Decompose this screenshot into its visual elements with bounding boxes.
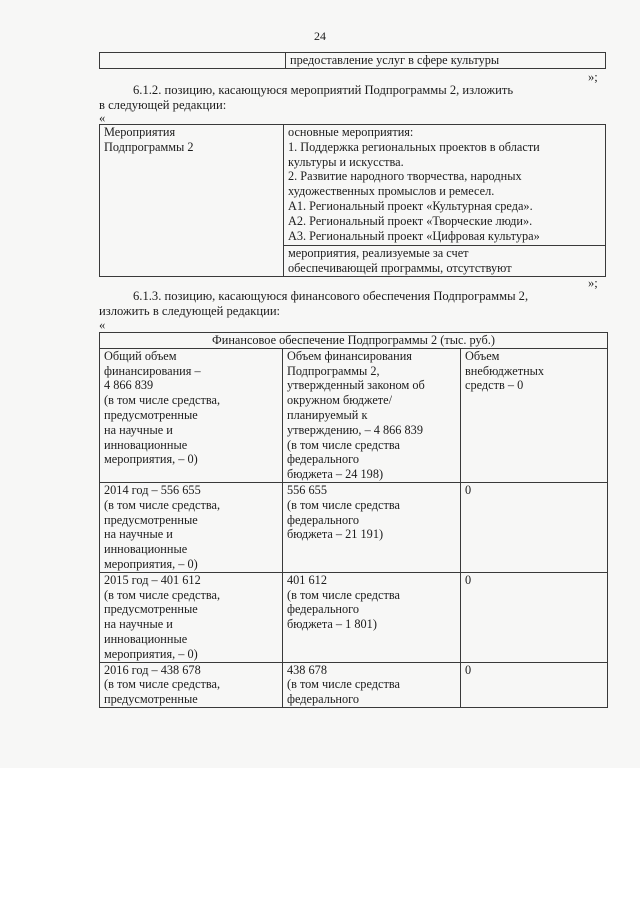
cell-line: (в том числе средства,: [104, 677, 221, 692]
cell-line: внебюджетных: [465, 363, 545, 378]
measures-item: 2. Развитие народного творчества, народных: [288, 169, 522, 184]
cell-line: средств – 0: [465, 378, 524, 393]
measures-label-line2: Подпрограммы 2: [104, 139, 194, 154]
finance-row-col2: [283, 482, 461, 572]
cell-line: предусмотренные: [104, 407, 198, 422]
cell-line: финансирования –: [104, 363, 201, 378]
cell-line: 2015 год – 401 612: [104, 572, 201, 587]
cell-line: Общий объем: [104, 348, 177, 363]
cell-line: Подпрограммы 2,: [287, 363, 380, 378]
cell-line: предусмотренные: [104, 602, 198, 617]
measures-item: А1. Региональный проект «Культурная среда».: [288, 198, 533, 213]
finance-row-col1: [100, 482, 283, 572]
measures-item: А2. Региональный проект «Творческие люди».: [288, 213, 533, 228]
cell-line: бюджета – 24 198): [287, 467, 384, 482]
finance-row-col3: [461, 662, 608, 707]
cell-line: Объем финансирования: [287, 348, 412, 363]
finance-header-row: [100, 348, 608, 482]
cell-line: утверждению, – 4 866 839: [287, 422, 423, 437]
top-table-right-cell: предоставление услуг в сфере культуры: [286, 53, 606, 69]
measures-item: культуры и искусства.: [288, 154, 404, 169]
finance-row-col1: [100, 662, 283, 707]
cell-line: 2016 год – 438 678: [104, 662, 201, 677]
cell-line: мероприятия, – 0): [104, 646, 198, 661]
finance-row-2014: [100, 482, 608, 572]
measures-label-line1: Мероприятия: [104, 125, 176, 139]
finance-row-2016: [100, 662, 608, 707]
quote-close-1: »;: [588, 70, 598, 84]
cell-line: (в том числе средства,: [104, 587, 221, 602]
cell-line: окружном бюджете/: [287, 393, 393, 408]
top-table-left-cell: [100, 53, 286, 69]
cell-line: на научные и: [104, 422, 173, 437]
cell-line: утвержденный законом об: [287, 378, 425, 393]
cell-line: 4 866 839: [104, 378, 154, 393]
top-table-fragment: [99, 52, 606, 69]
cell-line: федерального: [287, 512, 360, 527]
cell-line: федерального: [287, 452, 360, 467]
cell-line: Объем: [465, 348, 500, 363]
cell-line: федерального: [287, 692, 360, 707]
finance-row-col3: [461, 572, 608, 662]
finance-table: [99, 332, 608, 708]
cell-line: 401 612: [287, 572, 327, 587]
cell-line: бюджета – 1 801): [287, 617, 377, 632]
cell-line: (в том числе средства,: [104, 393, 221, 408]
cell-line: на научные и: [104, 527, 173, 542]
blank-area: [0, 768, 640, 905]
measures-extra-line2: обеспечивающей программы, отсутствуют: [288, 261, 512, 276]
finance-row-col2: [283, 662, 461, 707]
finance-row-2015: [100, 572, 608, 662]
cell-line: федерального: [287, 602, 360, 617]
finance-row-col2: [283, 572, 461, 662]
finance-header-col3: [461, 348, 608, 482]
measures-item: 1. Поддержка региональных проектов в области: [288, 139, 540, 154]
cell-line: инновационные: [104, 631, 188, 646]
measures-content-cell: [284, 125, 606, 277]
finance-header-col1: [100, 348, 283, 482]
section-6-1-2-line1: 6.1.2. позицию, касающуюся мероприятий Подпрограммы 2, изложить: [133, 83, 514, 97]
cell-line: 0: [465, 572, 472, 587]
cell-line: (в том числе средства: [287, 497, 400, 512]
quote-open-2: «: [99, 318, 106, 332]
cell-line: 0: [465, 662, 472, 677]
page-number: 24: [314, 29, 326, 43]
section-6-1-3-line1: 6.1.3. позицию, касающуюся финансового обеспечения Подпрограммы 2,: [133, 289, 529, 303]
quote-open-1: «: [99, 111, 106, 125]
measures-label-cell: [100, 125, 284, 277]
cell-line: 438 678: [287, 662, 327, 677]
cell-line: предусмотренные: [104, 692, 198, 707]
cell-line: на научные и: [104, 617, 173, 632]
finance-table-title: Финансовое обеспечение Подпрограммы 2 (тыс. руб.): [100, 333, 608, 349]
measures-extra-line1: мероприятия, реализуемые за счет: [288, 246, 469, 261]
cell-line: 556 655: [287, 482, 327, 497]
cell-line: мероприятия, – 0): [104, 556, 198, 571]
measures-item: художественных промыслов и ремесел.: [288, 184, 495, 199]
cell-line: предусмотренные: [104, 512, 198, 527]
measures-table: [99, 124, 606, 277]
cell-line: инновационные: [104, 542, 188, 557]
finance-header-col2: [283, 348, 461, 482]
measures-item: А3. Региональный проект «Цифровая культура»: [288, 228, 540, 243]
cell-line: (в том числе средства: [287, 677, 400, 692]
measures-extra-block: [284, 245, 605, 276]
finance-row-col3: [461, 482, 608, 572]
cell-line: бюджета – 21 191): [287, 527, 384, 542]
cell-line: (в том числе средства: [287, 587, 400, 602]
measures-item: основные мероприятия:: [288, 125, 414, 139]
section-6-1-3-line2: изложить в следующей редакции:: [99, 304, 281, 318]
cell-line: мероприятия, – 0): [104, 452, 198, 467]
cell-line: 2014 год – 556 655: [104, 482, 201, 497]
cell-line: (в том числе средства,: [104, 497, 221, 512]
cell-line: инновационные: [104, 437, 188, 452]
cell-line: (в том числе средства: [287, 437, 400, 452]
cell-line: 0: [465, 482, 472, 497]
finance-row-col1: [100, 572, 283, 662]
cell-line: планируемый к: [287, 407, 368, 422]
section-6-1-2-line2: в следующей редакции:: [99, 98, 227, 112]
quote-close-2: »;: [588, 276, 598, 290]
